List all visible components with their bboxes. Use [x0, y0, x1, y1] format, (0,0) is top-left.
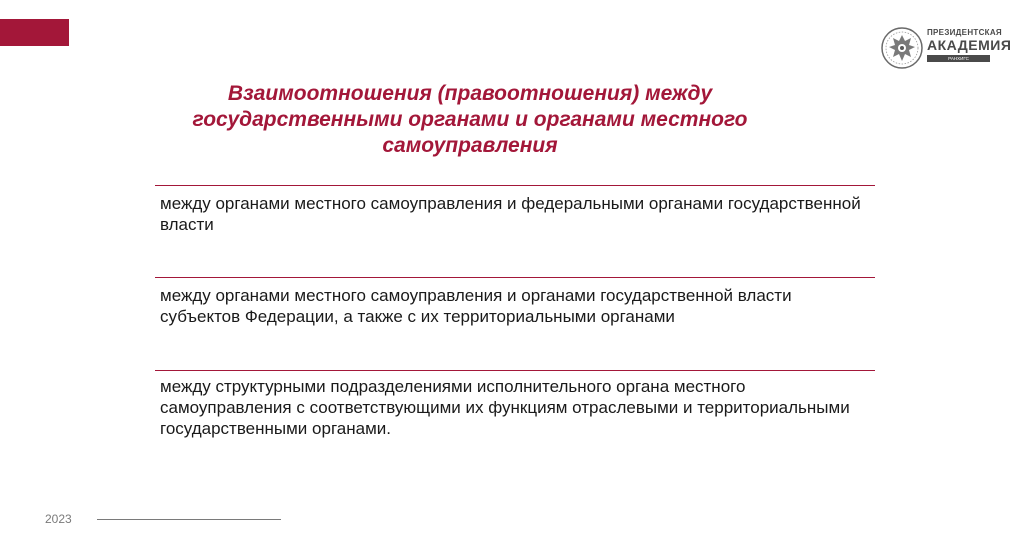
academy-logo [880, 25, 1012, 75]
list-item: между органами местного самоуправления и органами государственной власти субъектов Федерации, а также с их территориальными органами [160, 286, 792, 326]
divider-3 [155, 370, 875, 371]
footer-year: 2023 [45, 512, 72, 526]
logo-line-top: ПРЕЗИДЕНТСКАЯ [927, 28, 1002, 37]
slide-title: Взаимоотношения (правоотношения) между государственными органами и органами местного самоуправления [192, 82, 748, 157]
logo-tagline: РАНХИГС [927, 55, 990, 62]
accent-bar [0, 19, 69, 46]
divider-1 [155, 185, 875, 186]
logo-line-main: АКАДЕМИЯ [927, 37, 1012, 53]
list-item: между структурными подразделениями исполнительного органа местного самоуправления с соответствующими их функциям отраслевыми и территориальными государственными органами. [160, 377, 850, 438]
divider-2 [155, 277, 875, 278]
footer-line [97, 519, 281, 520]
list-item: между органами местного самоуправления и федеральными органами государственной власти [160, 194, 861, 234]
eagle-emblem-icon [880, 25, 924, 71]
